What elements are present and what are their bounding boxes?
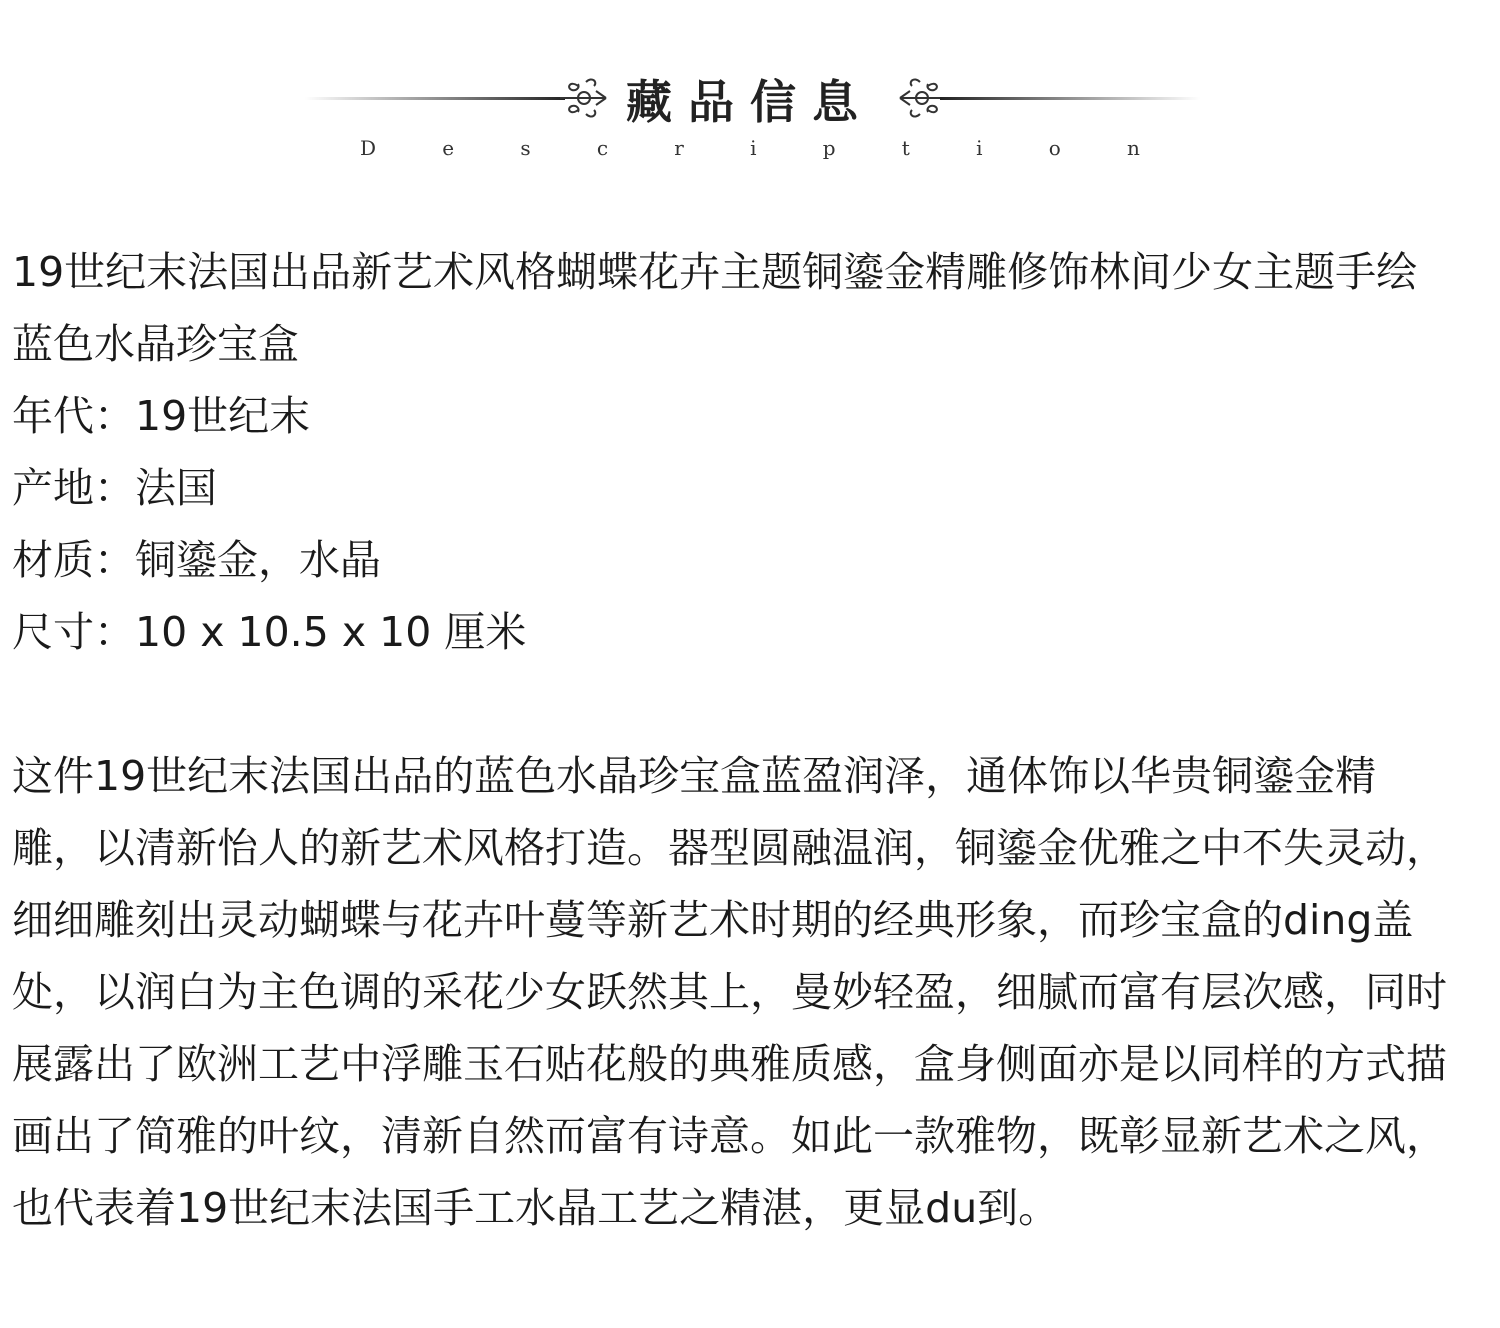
right-divider-line bbox=[940, 97, 1200, 100]
subtitle-letter: D bbox=[360, 136, 377, 160]
subtitle-letter: r bbox=[674, 136, 684, 160]
section-header bbox=[0, 0, 1500, 200]
left-flourish-icon bbox=[560, 79, 606, 116]
left-divider-line bbox=[305, 97, 565, 100]
right-flourish-icon bbox=[900, 79, 946, 116]
subtitle-letter: p bbox=[822, 136, 836, 160]
item-title: 19世纪末法国出品新艺术风格蝴蝶花卉主题铜鎏金精雕修饰林间少女主题手绘蓝色水晶珍宝盒 bbox=[12, 248, 1418, 368]
item-material: 材质：铜鎏金，水晶 bbox=[12, 536, 381, 584]
item-era: 年代：19世纪末 bbox=[12, 392, 311, 440]
item-info-block bbox=[12, 236, 1488, 668]
item-description-block bbox=[12, 740, 1452, 1244]
section-title: 藏品信息 bbox=[626, 75, 874, 129]
section-subtitle bbox=[360, 136, 1140, 160]
subtitle-letter: t bbox=[901, 136, 910, 160]
item-size: 尺寸：10 x 10.5 x 10 厘米 bbox=[12, 608, 527, 656]
subtitle-letter: o bbox=[1048, 136, 1061, 160]
subtitle-letter: c bbox=[596, 136, 609, 160]
subtitle-letter: n bbox=[1126, 136, 1140, 160]
item-description: 这件19世纪末法国出品的蓝色水晶珍宝盒蓝盈润泽，通体饰以华贵铜鎏金精雕，以清新怡人的新艺术风格打造。器型圆融温润，铜鎏金优雅之中不失灵动，细细雕刻出灵动蝴蝶与花卉叶蔓等新艺术时期的经典形象，而珍宝盒的ding盖处，以润白为主色调的采花少女跃然其上，曼妙轻盈，细腻而富有层次感，同时展露出了欧洲工艺中浮雕玉石贴花般的典雅质感，盒身侧面亦是以同样的方式描画出了简雅的叶纹，清新自然而富有诗意。如此一款雅物，既彰显新艺术之风，也代表着19世纪末法国手工水晶工艺之精湛，更显du到。 bbox=[12, 752, 1447, 1232]
subtitle-letter: i bbox=[976, 136, 983, 160]
item-origin: 产地：法国 bbox=[12, 464, 217, 512]
subtitle-letter: i bbox=[750, 136, 757, 160]
subtitle-letter: s bbox=[520, 136, 531, 160]
subtitle-letter: e bbox=[442, 136, 455, 160]
